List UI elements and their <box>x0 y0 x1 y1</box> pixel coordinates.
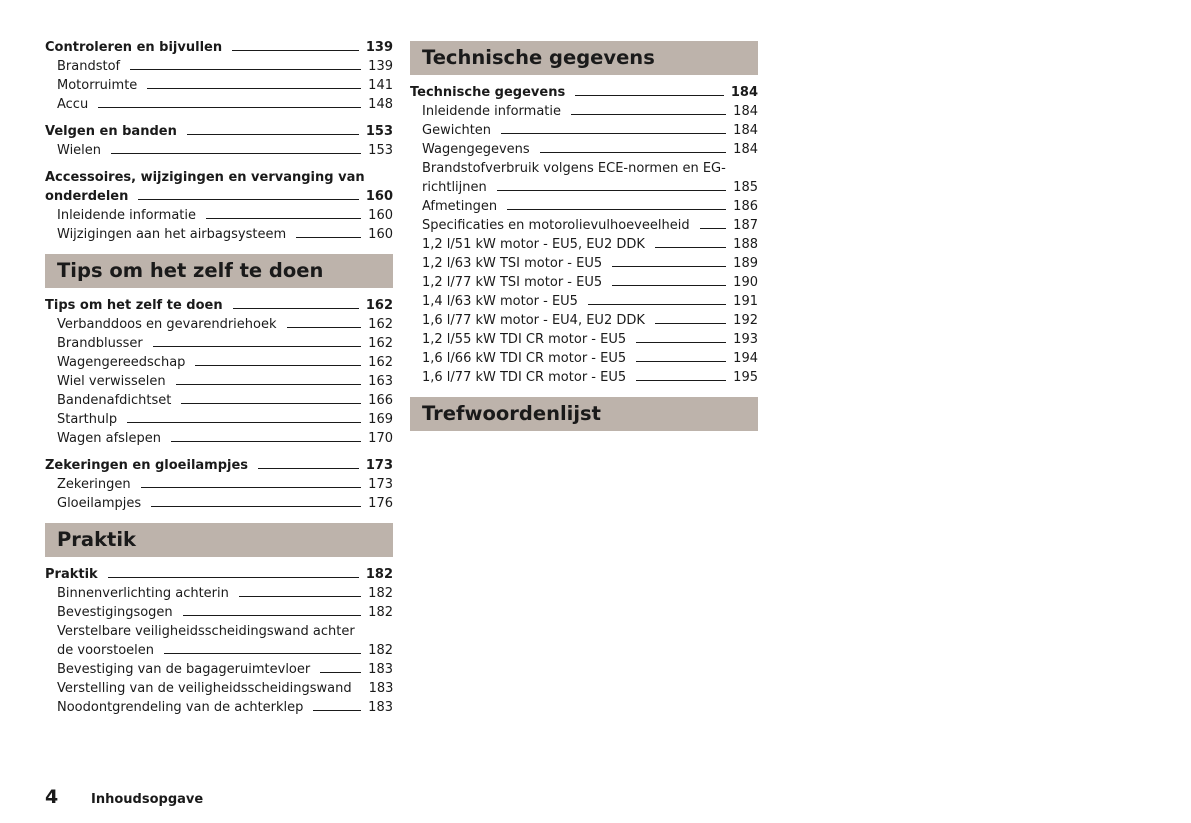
toc-page-number: 190 <box>733 275 758 290</box>
toc-page-number: 162 <box>368 317 393 332</box>
leader-line <box>108 577 359 578</box>
toc-group <box>45 168 393 244</box>
toc-group <box>45 456 393 513</box>
leader-line <box>296 237 361 238</box>
toc-entry-title: Gloeilampjes <box>57 496 142 511</box>
toc-entry[interactable] <box>45 315 393 334</box>
toc-entry[interactable] <box>45 122 393 141</box>
toc-entry-title: Brandblusser <box>57 336 143 351</box>
toc-entry[interactable] <box>45 57 393 76</box>
leader-line <box>130 69 361 70</box>
toc-page-number: 173 <box>368 477 393 492</box>
toc-entry-title: Accessoires, wijzigingen en vervanging van <box>45 170 365 185</box>
leader-line <box>153 346 361 347</box>
toc-entry[interactable] <box>45 456 393 475</box>
toc-entry[interactable] <box>45 225 393 244</box>
toc-page-number: 184 <box>730 85 758 100</box>
leader-line <box>138 199 358 200</box>
toc-page-number: 163 <box>368 374 393 389</box>
toc-entry-line[interactable] <box>45 622 393 641</box>
toc-entry-title: 1,2 l/51 kW motor - EU5, EU2 DDK <box>422 237 645 252</box>
leader-line <box>612 285 726 286</box>
toc-entry-title: Technische gegevens <box>410 85 566 100</box>
leader-line <box>258 468 359 469</box>
toc-entry-line[interactable] <box>45 168 393 187</box>
toc-entry-title: Inleidende informatie <box>422 104 562 119</box>
toc-group <box>45 38 393 114</box>
toc-entry[interactable] <box>45 641 393 660</box>
toc-entry-title: Tips om het zelf te doen <box>45 298 223 313</box>
toc-page-number: 141 <box>368 78 393 93</box>
toc-entry[interactable] <box>410 311 758 330</box>
toc-entry-title: Verstelling van de veiligheidsscheidingswand <box>57 681 352 696</box>
footer-label: Inhoudsopgave <box>91 792 204 807</box>
toc-page-number: 182 <box>368 586 393 601</box>
leader-line <box>176 384 362 385</box>
leader-line <box>700 228 727 229</box>
toc-entry[interactable] <box>45 187 393 206</box>
leader-line <box>232 50 359 51</box>
toc-entry[interactable] <box>410 349 758 368</box>
toc-page-number: 183 <box>368 681 394 696</box>
toc-entry-title: Noodontgrendeling van de achterklep <box>57 700 304 715</box>
toc-entry[interactable] <box>410 292 758 311</box>
leader-line <box>151 506 361 507</box>
toc-entry-title: 1,6 l/77 kW motor - EU4, EU2 DDK <box>422 313 645 328</box>
toc-entry[interactable] <box>410 368 758 387</box>
toc-entry[interactable] <box>410 102 758 121</box>
toc-entry-line[interactable] <box>410 159 758 178</box>
toc-entry-title: Wijzigingen aan het airbagsysteem <box>57 227 287 242</box>
leader-line <box>655 247 726 248</box>
leader-line <box>111 153 361 154</box>
leader-line <box>164 653 361 654</box>
toc-group <box>45 565 393 717</box>
toc-page-number: 139 <box>368 59 393 74</box>
leader-line <box>636 361 726 362</box>
leader-line <box>320 672 361 673</box>
toc-page-number: 182 <box>368 643 393 658</box>
toc-page-number: 194 <box>733 351 758 366</box>
toc-page-number: 183 <box>368 700 393 715</box>
toc-page-number: 162 <box>368 355 393 370</box>
toc-entry-title: 1,6 l/66 kW TDI CR motor - EU5 <box>422 351 627 366</box>
toc-page-number: 160 <box>368 227 393 242</box>
toc-page-number: 183 <box>368 662 393 677</box>
toc-entry-title: Wagen afslepen <box>57 431 162 446</box>
toc-entry[interactable] <box>45 334 393 353</box>
toc-entry-title: Brandstofverbruik volgens ECE-normen en EG- <box>422 161 726 176</box>
toc-entry-title: Zekeringen <box>57 477 131 492</box>
leader-line <box>655 323 726 324</box>
toc-entry[interactable] <box>410 140 758 159</box>
toc-entry-title: Controleren en bijvullen <box>45 40 223 55</box>
toc-entry[interactable] <box>45 565 393 584</box>
toc-entry[interactable] <box>45 603 393 622</box>
toc-entry[interactable] <box>45 38 393 57</box>
toc-entry[interactable] <box>45 372 393 391</box>
leader-line <box>497 190 726 191</box>
toc-left-column <box>45 38 393 717</box>
toc-entry-title: Praktik <box>45 567 98 582</box>
toc-entry[interactable] <box>45 698 393 717</box>
leader-line <box>571 114 726 115</box>
toc-entry-title: Starthulp <box>57 412 118 427</box>
toc-page-number: 173 <box>365 458 393 473</box>
toc-entry-title: Inleidende informatie <box>57 208 197 223</box>
leader-line <box>507 209 726 210</box>
toc-entry[interactable] <box>45 95 393 114</box>
toc-page-number: 186 <box>733 199 758 214</box>
toc-entry-title: onderdelen <box>45 189 129 204</box>
leader-line <box>636 380 726 381</box>
toc-entry[interactable] <box>45 141 393 160</box>
page-footer <box>45 786 203 808</box>
toc-entry-title: Bandenafdichtset <box>57 393 172 408</box>
toc-page-number: 160 <box>365 189 393 204</box>
leader-line <box>287 327 362 328</box>
toc-page-number: 193 <box>733 332 758 347</box>
toc-entry[interactable] <box>410 178 758 197</box>
leader-line <box>171 441 361 442</box>
toc-entry-title: Wagengegevens <box>422 142 530 157</box>
toc-page-number: 166 <box>368 393 393 408</box>
toc-entry[interactable] <box>45 353 393 372</box>
toc-page-number: 184 <box>733 123 758 138</box>
leader-line <box>313 710 361 711</box>
toc-page-number: 162 <box>368 336 393 351</box>
toc-entry[interactable] <box>45 429 393 448</box>
toc-entry[interactable] <box>45 679 393 698</box>
toc-page-number: 148 <box>368 97 393 112</box>
toc-entry[interactable] <box>410 273 758 292</box>
toc-group <box>410 83 758 387</box>
leader-line <box>195 365 361 366</box>
leader-line <box>540 152 726 153</box>
section-banner: Trefwoordenlijst <box>410 397 758 431</box>
toc-entry[interactable] <box>410 197 758 216</box>
toc-entry[interactable] <box>45 76 393 95</box>
toc-entry[interactable] <box>410 235 758 254</box>
section-banner: Praktik <box>45 523 393 557</box>
toc-entry[interactable] <box>45 475 393 494</box>
toc-entry-title: Motorruimte <box>57 78 138 93</box>
leader-line <box>147 88 361 89</box>
toc-entry-title: Accu <box>57 97 89 112</box>
toc-page-number: 185 <box>733 180 758 195</box>
toc-entry-title: Wagengereedschap <box>57 355 186 370</box>
toc-entry[interactable] <box>410 254 758 273</box>
leader-line <box>612 266 726 267</box>
toc-entry[interactable] <box>45 494 393 513</box>
toc-page-number: 184 <box>733 142 758 157</box>
toc-entry-title: Afmetingen <box>422 199 498 214</box>
toc-page-number: 189 <box>733 256 758 271</box>
section-banner: Technische gegevens <box>410 41 758 75</box>
page-number: 4 <box>45 786 59 808</box>
leader-line <box>636 342 726 343</box>
toc-page-number: 187 <box>733 218 758 233</box>
toc-page-number: 188 <box>733 237 758 252</box>
leader-line <box>588 304 726 305</box>
toc-group <box>45 122 393 160</box>
toc-right-column <box>410 41 758 438</box>
toc-page-number: 192 <box>733 313 758 328</box>
toc-entry[interactable] <box>45 584 393 603</box>
toc-entry-title: 1,6 l/77 kW TDI CR motor - EU5 <box>422 370 627 385</box>
toc-entry[interactable] <box>410 330 758 349</box>
toc-entry-title: Velgen en banden <box>45 124 177 139</box>
toc-entry[interactable] <box>45 660 393 679</box>
toc-entry-title: de voorstoelen <box>57 643 154 658</box>
leader-line <box>575 95 724 96</box>
toc-entry-title: Verbanddoos en gevarendriehoek <box>57 317 277 332</box>
toc-entry-title: Bevestiging van de bagageruimtevloer <box>57 662 311 677</box>
leader-line <box>206 218 361 219</box>
toc-entry-title: Binnenverlichting achterin <box>57 586 229 601</box>
toc-page-number: 184 <box>733 104 758 119</box>
toc-page-number: 153 <box>365 124 393 139</box>
toc-entry-title: Gewichten <box>422 123 492 138</box>
toc-entry-title: Wiel verwisselen <box>57 374 166 389</box>
toc-entry-title: 1,4 l/63 kW motor - EU5 <box>422 294 578 309</box>
toc-page-number: 182 <box>368 605 393 620</box>
toc-page-number: 182 <box>365 567 393 582</box>
toc-page-number: 191 <box>733 294 758 309</box>
toc-entry[interactable] <box>45 410 393 429</box>
toc-entry-title: richtlijnen <box>422 180 487 195</box>
toc-entry-title: 1,2 l/63 kW TSI motor - EU5 <box>422 256 603 271</box>
toc-entry-title: Specificaties en motorolievulhoeveelheid <box>422 218 690 233</box>
toc-entry[interactable] <box>45 391 393 410</box>
toc-entry-title: 1,2 l/77 kW TSI motor - EU5 <box>422 275 603 290</box>
toc-page-number: 176 <box>368 496 393 511</box>
leader-line <box>233 308 359 309</box>
leader-line <box>127 422 361 423</box>
toc-entry[interactable] <box>410 216 758 235</box>
toc-page-number: 195 <box>733 370 758 385</box>
leader-line <box>183 615 362 616</box>
toc-page-number: 169 <box>368 412 393 427</box>
toc-entry[interactable] <box>45 206 393 225</box>
section-banner: Tips om het zelf te doen <box>45 254 393 288</box>
toc-entry-title: Wielen <box>57 143 102 158</box>
toc-page-number: 160 <box>368 208 393 223</box>
leader-line <box>187 134 359 135</box>
toc-entry-title: Zekeringen en gloeilampjes <box>45 458 249 473</box>
toc-page-number: 153 <box>368 143 393 158</box>
leader-line <box>181 403 361 404</box>
toc-page-number: 170 <box>368 431 393 446</box>
toc-entry[interactable] <box>45 296 393 315</box>
toc-entry-title: Verstelbare veiligheidsscheidingswand achter <box>57 624 355 639</box>
leader-line <box>501 133 726 134</box>
toc-page-number: 139 <box>365 40 393 55</box>
leader-line <box>98 107 361 108</box>
toc-entry-title: Brandstof <box>57 59 121 74</box>
leader-line <box>141 487 362 488</box>
toc-group <box>45 296 393 448</box>
toc-page-number: 162 <box>365 298 393 313</box>
toc-entry[interactable] <box>410 83 758 102</box>
toc-entry-title: 1,2 l/55 kW TDI CR motor - EU5 <box>422 332 627 347</box>
toc-entry[interactable] <box>410 121 758 140</box>
toc-entry-title: Bevestigingsogen <box>57 605 173 620</box>
leader-line <box>239 596 361 597</box>
